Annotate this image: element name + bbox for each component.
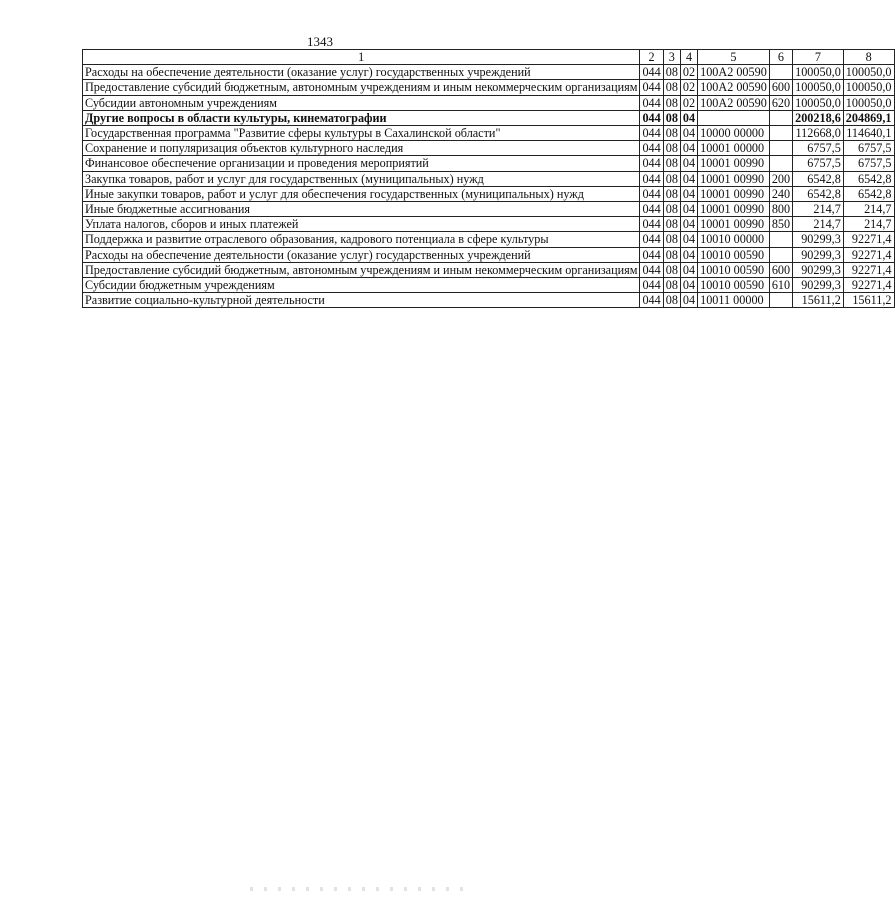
- amount-year1-cell: 90299,3: [793, 232, 844, 247]
- section-cell: 08: [663, 202, 680, 217]
- column-header: 4: [680, 50, 697, 65]
- table-row: [83, 126, 895, 141]
- target-article-cell: 10001 00000: [698, 141, 770, 156]
- ministry-code-cell: 044: [640, 202, 663, 217]
- amount-year1-cell: 100050,0: [793, 80, 844, 95]
- target-article-cell: 10010 00590: [698, 262, 770, 277]
- subsection-cell: 04: [680, 293, 697, 308]
- amount-year2-cell: 100050,0: [843, 80, 894, 95]
- expense-type-cell: 600: [769, 262, 792, 277]
- row-name-cell: Закупка товаров, работ и услуг для государственных (муниципальных) нужд: [83, 171, 640, 186]
- page-number: 1343: [307, 34, 333, 49]
- ministry-code-cell: 044: [640, 110, 663, 125]
- table-row: [83, 156, 895, 171]
- scan-artifact: [250, 887, 470, 891]
- amount-year1-cell: 112668,0: [793, 126, 844, 141]
- section-cell: 08: [663, 262, 680, 277]
- subsection-cell: 04: [680, 247, 697, 262]
- amount-year2-cell: 6757,5: [843, 156, 894, 171]
- ministry-code-cell: 044: [640, 293, 663, 308]
- target-article-cell: 10010 00590: [698, 278, 770, 293]
- ministry-code-cell: 044: [640, 80, 663, 95]
- subsection-cell: 04: [680, 262, 697, 277]
- section-cell: 08: [663, 110, 680, 125]
- row-name-cell: Сохранение и популяризация объектов культурного наследия: [83, 141, 640, 156]
- row-name-cell: Субсидии бюджетным учреждениям: [83, 278, 640, 293]
- row-name-cell: Иные бюджетные ассигнования: [83, 202, 640, 217]
- column-header: 7: [793, 50, 844, 65]
- section-cell: 08: [663, 232, 680, 247]
- target-article-cell: 10011 00000: [698, 293, 770, 308]
- ministry-code-cell: 044: [640, 278, 663, 293]
- amount-year2-cell: 92271,4: [843, 247, 894, 262]
- table-row: [83, 110, 895, 125]
- budget-table: [82, 49, 895, 308]
- amount-year1-cell: 214,7: [793, 217, 844, 232]
- amount-year1-cell: 200218,6: [793, 110, 844, 125]
- ministry-code-cell: 044: [640, 217, 663, 232]
- target-article-cell: [698, 110, 770, 125]
- table-row: [83, 80, 895, 95]
- section-cell: 08: [663, 80, 680, 95]
- target-article-cell: 10010 00590: [698, 247, 770, 262]
- row-name-cell: Уплата налогов, сборов и иных платежей: [83, 217, 640, 232]
- amount-year2-cell: 6542,8: [843, 186, 894, 201]
- target-article-cell: 10001 00990: [698, 186, 770, 201]
- target-article-cell: 10001 00990: [698, 217, 770, 232]
- ministry-code-cell: 044: [640, 262, 663, 277]
- amount-year2-cell: 6757,5: [843, 141, 894, 156]
- row-name-cell: Предоставление субсидий бюджетным, автономным учреждениям и иным некоммерческим организациям: [83, 80, 640, 95]
- expense-type-cell: 610: [769, 278, 792, 293]
- section-cell: 08: [663, 278, 680, 293]
- amount-year1-cell: 6757,5: [793, 156, 844, 171]
- table-row: [83, 202, 895, 217]
- column-header: 6: [769, 50, 792, 65]
- amount-year1-cell: 90299,3: [793, 262, 844, 277]
- amount-year2-cell: 92271,4: [843, 278, 894, 293]
- column-header: 1: [83, 50, 640, 65]
- column-header: 8: [843, 50, 894, 65]
- expense-type-cell: [769, 156, 792, 171]
- expense-type-cell: [769, 110, 792, 125]
- amount-year2-cell: 92271,4: [843, 232, 894, 247]
- section-cell: 08: [663, 126, 680, 141]
- table-row: [83, 232, 895, 247]
- expense-type-cell: 600: [769, 80, 792, 95]
- amount-year2-cell: 214,7: [843, 202, 894, 217]
- target-article-cell: 10010 00000: [698, 232, 770, 247]
- section-cell: 08: [663, 293, 680, 308]
- column-header: 2: [640, 50, 663, 65]
- table-row: [83, 262, 895, 277]
- subsection-cell: 04: [680, 217, 697, 232]
- subsection-cell: 04: [680, 126, 697, 141]
- subsection-cell: 04: [680, 171, 697, 186]
- expense-type-cell: 850: [769, 217, 792, 232]
- subsection-cell: 04: [680, 141, 697, 156]
- row-name-cell: Другие вопросы в области культуры, кинематографии: [83, 110, 640, 125]
- table-row: [83, 141, 895, 156]
- amount-year2-cell: 100050,0: [843, 95, 894, 110]
- subsection-cell: 02: [680, 95, 697, 110]
- amount-year1-cell: 6542,8: [793, 186, 844, 201]
- expense-type-cell: [769, 232, 792, 247]
- target-article-cell: 100А2 00590: [698, 65, 770, 80]
- table-row: [83, 293, 895, 308]
- amount-year1-cell: 15611,2: [793, 293, 844, 308]
- target-article-cell: 10000 00000: [698, 126, 770, 141]
- amount-year1-cell: 6757,5: [793, 141, 844, 156]
- table-row: [83, 278, 895, 293]
- table-row: [83, 171, 895, 186]
- amount-year2-cell: 92271,4: [843, 262, 894, 277]
- ministry-code-cell: 044: [640, 186, 663, 201]
- section-cell: 08: [663, 65, 680, 80]
- ministry-code-cell: 044: [640, 126, 663, 141]
- amount-year2-cell: 6542,8: [843, 171, 894, 186]
- target-article-cell: 100А2 00590: [698, 95, 770, 110]
- expense-type-cell: [769, 293, 792, 308]
- amount-year1-cell: 100050,0: [793, 65, 844, 80]
- row-name-cell: Государственная программа "Развитие сферы культуры в Сахалинской области": [83, 126, 640, 141]
- target-article-cell: 10001 00990: [698, 156, 770, 171]
- ministry-code-cell: 044: [640, 171, 663, 186]
- subsection-cell: 04: [680, 278, 697, 293]
- target-article-cell: 10001 00990: [698, 171, 770, 186]
- row-name-cell: Предоставление субсидий бюджетным, автономным учреждениям и иным некоммерческим организациям: [83, 262, 640, 277]
- amount-year2-cell: 204869,1: [843, 110, 894, 125]
- ministry-code-cell: 044: [640, 141, 663, 156]
- row-name-cell: Развитие социально-культурной деятельности: [83, 293, 640, 308]
- header-row: [83, 50, 895, 65]
- amount-year1-cell: 214,7: [793, 202, 844, 217]
- amount-year2-cell: 114640,1: [843, 126, 894, 141]
- subsection-cell: 04: [680, 110, 697, 125]
- section-cell: 08: [663, 217, 680, 232]
- subsection-cell: 04: [680, 202, 697, 217]
- subsection-cell: 04: [680, 186, 697, 201]
- ministry-code-cell: 044: [640, 232, 663, 247]
- ministry-code-cell: 044: [640, 156, 663, 171]
- row-name-cell: Иные закупки товаров, работ и услуг для обеспечения государственных (муниципальных) нужд: [83, 186, 640, 201]
- expense-type-cell: [769, 65, 792, 80]
- amount-year1-cell: 6542,8: [793, 171, 844, 186]
- section-cell: 08: [663, 186, 680, 201]
- amount-year1-cell: 90299,3: [793, 278, 844, 293]
- row-name-cell: Расходы на обеспечение деятельности (оказание услуг) государственных учреждений: [83, 247, 640, 262]
- target-article-cell: 100А2 00590: [698, 80, 770, 95]
- expense-type-cell: 240: [769, 186, 792, 201]
- expense-type-cell: 800: [769, 202, 792, 217]
- expense-type-cell: [769, 247, 792, 262]
- row-name-cell: Субсидии автономным учреждениям: [83, 95, 640, 110]
- table-row: [83, 247, 895, 262]
- table-row: [83, 186, 895, 201]
- subsection-cell: 02: [680, 80, 697, 95]
- subsection-cell: 04: [680, 232, 697, 247]
- row-name-cell: Поддержка и развитие отраслевого образования, кадрового потенциала в сфере культуры: [83, 232, 640, 247]
- target-article-cell: 10001 00990: [698, 202, 770, 217]
- section-cell: 08: [663, 95, 680, 110]
- section-cell: 08: [663, 247, 680, 262]
- ministry-code-cell: 044: [640, 65, 663, 80]
- section-cell: 08: [663, 171, 680, 186]
- amount-year1-cell: 90299,3: [793, 247, 844, 262]
- table-row: [83, 95, 895, 110]
- expense-type-cell: [769, 126, 792, 141]
- amount-year2-cell: 214,7: [843, 217, 894, 232]
- subsection-cell: 04: [680, 156, 697, 171]
- amount-year2-cell: 15611,2: [843, 293, 894, 308]
- column-header: 3: [663, 50, 680, 65]
- expense-type-cell: 200: [769, 171, 792, 186]
- ministry-code-cell: 044: [640, 247, 663, 262]
- amount-year2-cell: 100050,0: [843, 65, 894, 80]
- table-row: [83, 217, 895, 232]
- row-name-cell: Расходы на обеспечение деятельности (оказание услуг) государственных учреждений: [83, 65, 640, 80]
- row-name-cell: Финансовое обеспечение организации и проведения мероприятий: [83, 156, 640, 171]
- table-row: [83, 65, 895, 80]
- section-cell: 08: [663, 156, 680, 171]
- subsection-cell: 02: [680, 65, 697, 80]
- column-header: 5: [698, 50, 770, 65]
- expense-type-cell: 620: [769, 95, 792, 110]
- section-cell: 08: [663, 141, 680, 156]
- ministry-code-cell: 044: [640, 95, 663, 110]
- amount-year1-cell: 100050,0: [793, 95, 844, 110]
- expense-type-cell: [769, 141, 792, 156]
